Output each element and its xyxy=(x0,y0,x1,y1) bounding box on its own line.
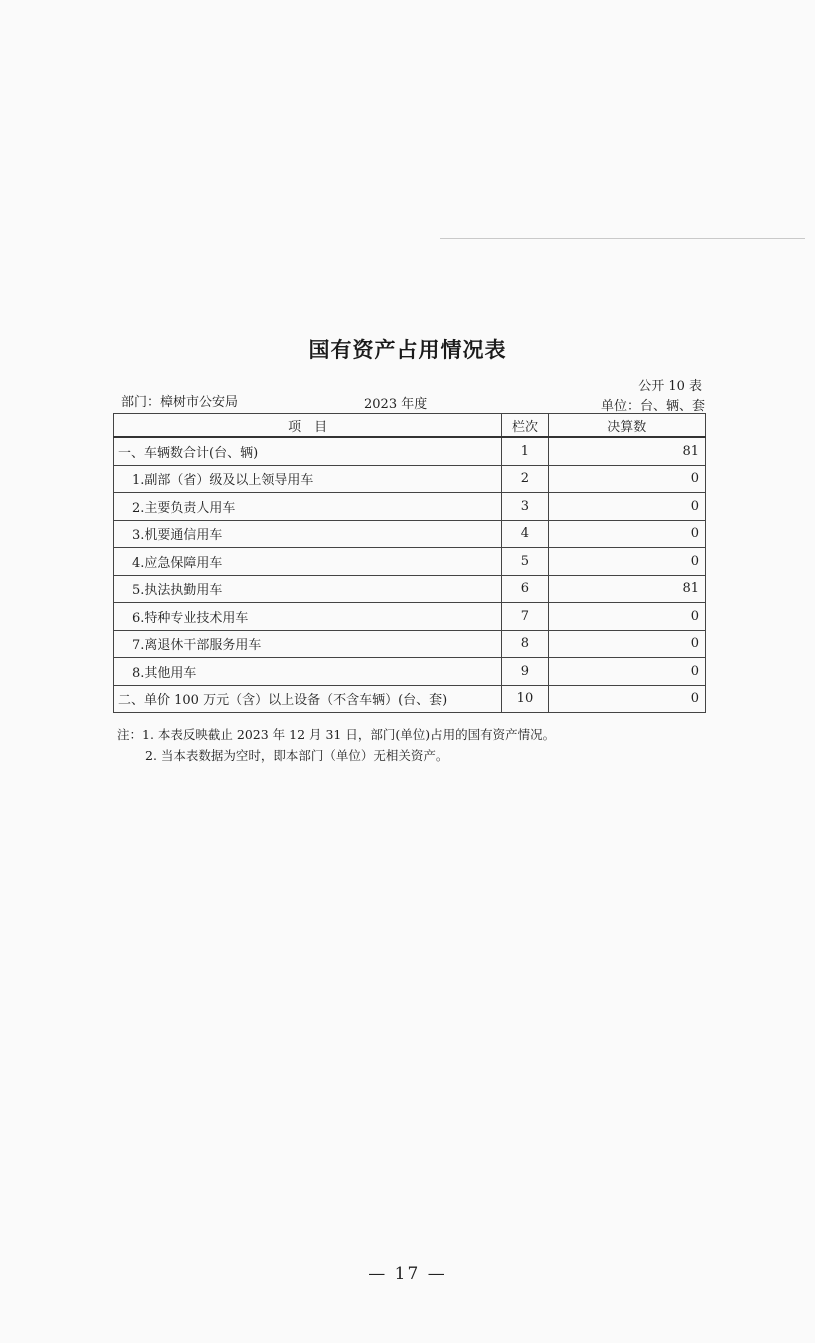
form-number: 公开 10 表 xyxy=(638,379,702,394)
header-final-value: 决算数 xyxy=(548,414,705,438)
table-row xyxy=(114,520,706,548)
page-title: 国有资产占用情况表 xyxy=(308,338,507,362)
unit-label: 单位：台、辆、套 xyxy=(600,399,705,414)
row-column-number: 2 xyxy=(502,465,548,493)
row-value: 0 xyxy=(548,465,705,493)
row-item: 6.特种专业技术用车 xyxy=(114,603,502,631)
table-row xyxy=(114,493,706,521)
row-column-number: 6 xyxy=(502,575,548,603)
row-column-number: 10 xyxy=(502,685,548,713)
row-column-number: 9 xyxy=(502,658,548,686)
row-column-number: 1 xyxy=(502,437,548,465)
table-row xyxy=(114,548,706,576)
row-column-number: 3 xyxy=(502,493,548,521)
header-item: 项 目 xyxy=(114,414,502,438)
row-item: 一、车辆数合计(台、辆) xyxy=(114,437,502,465)
row-item: 3.机要通信用车 xyxy=(114,520,502,548)
row-value: 0 xyxy=(548,603,705,631)
row-value: 0 xyxy=(548,658,705,686)
row-column-number: 4 xyxy=(502,520,548,548)
row-item: 7.离退休干部服务用车 xyxy=(114,630,502,658)
row-value: 81 xyxy=(548,575,705,603)
row-value: 0 xyxy=(548,520,705,548)
notes xyxy=(117,724,555,766)
table-row xyxy=(114,437,706,465)
row-item: 4.应急保障用车 xyxy=(114,548,502,576)
row-value: 0 xyxy=(548,685,705,713)
table-row xyxy=(114,685,706,713)
note-1: 注：1. 本表反映截止 2023 年 12 月 31 日，部门(单位)占用的国有资产情况。 xyxy=(117,727,556,742)
fiscal-year: 2023 年度 xyxy=(364,397,428,412)
row-value: 81 xyxy=(548,437,705,465)
row-value: 0 xyxy=(548,493,705,521)
table-row xyxy=(114,465,706,493)
row-column-number: 7 xyxy=(502,603,548,631)
row-value: 0 xyxy=(548,548,705,576)
asset-table xyxy=(113,413,706,713)
department-label: 部门：樟树市公安局 xyxy=(121,395,239,410)
row-item: 1.副部（省）级及以上领导用车 xyxy=(114,465,502,493)
row-item: 5.执法执勤用车 xyxy=(114,575,502,603)
header-column-number: 栏次 xyxy=(502,414,548,438)
page-number: — 17 — xyxy=(368,1264,447,1284)
note-2: 2. 当本表数据为空时，即本部门（单位）无相关资产。 xyxy=(145,748,449,763)
scan-edge-line xyxy=(440,238,805,239)
row-value: 0 xyxy=(548,630,705,658)
row-item: 2.主要负责人用车 xyxy=(114,493,502,521)
table-row xyxy=(114,603,706,631)
row-column-number: 8 xyxy=(502,630,548,658)
table-row xyxy=(114,575,706,603)
table-row xyxy=(114,658,706,686)
row-item: 二、单价 100 万元（含）以上设备（不含车辆）(台、套) xyxy=(114,685,502,713)
table-header-row xyxy=(114,414,706,438)
row-item: 8.其他用车 xyxy=(114,658,502,686)
row-column-number: 5 xyxy=(502,548,548,576)
table-row xyxy=(114,630,706,658)
